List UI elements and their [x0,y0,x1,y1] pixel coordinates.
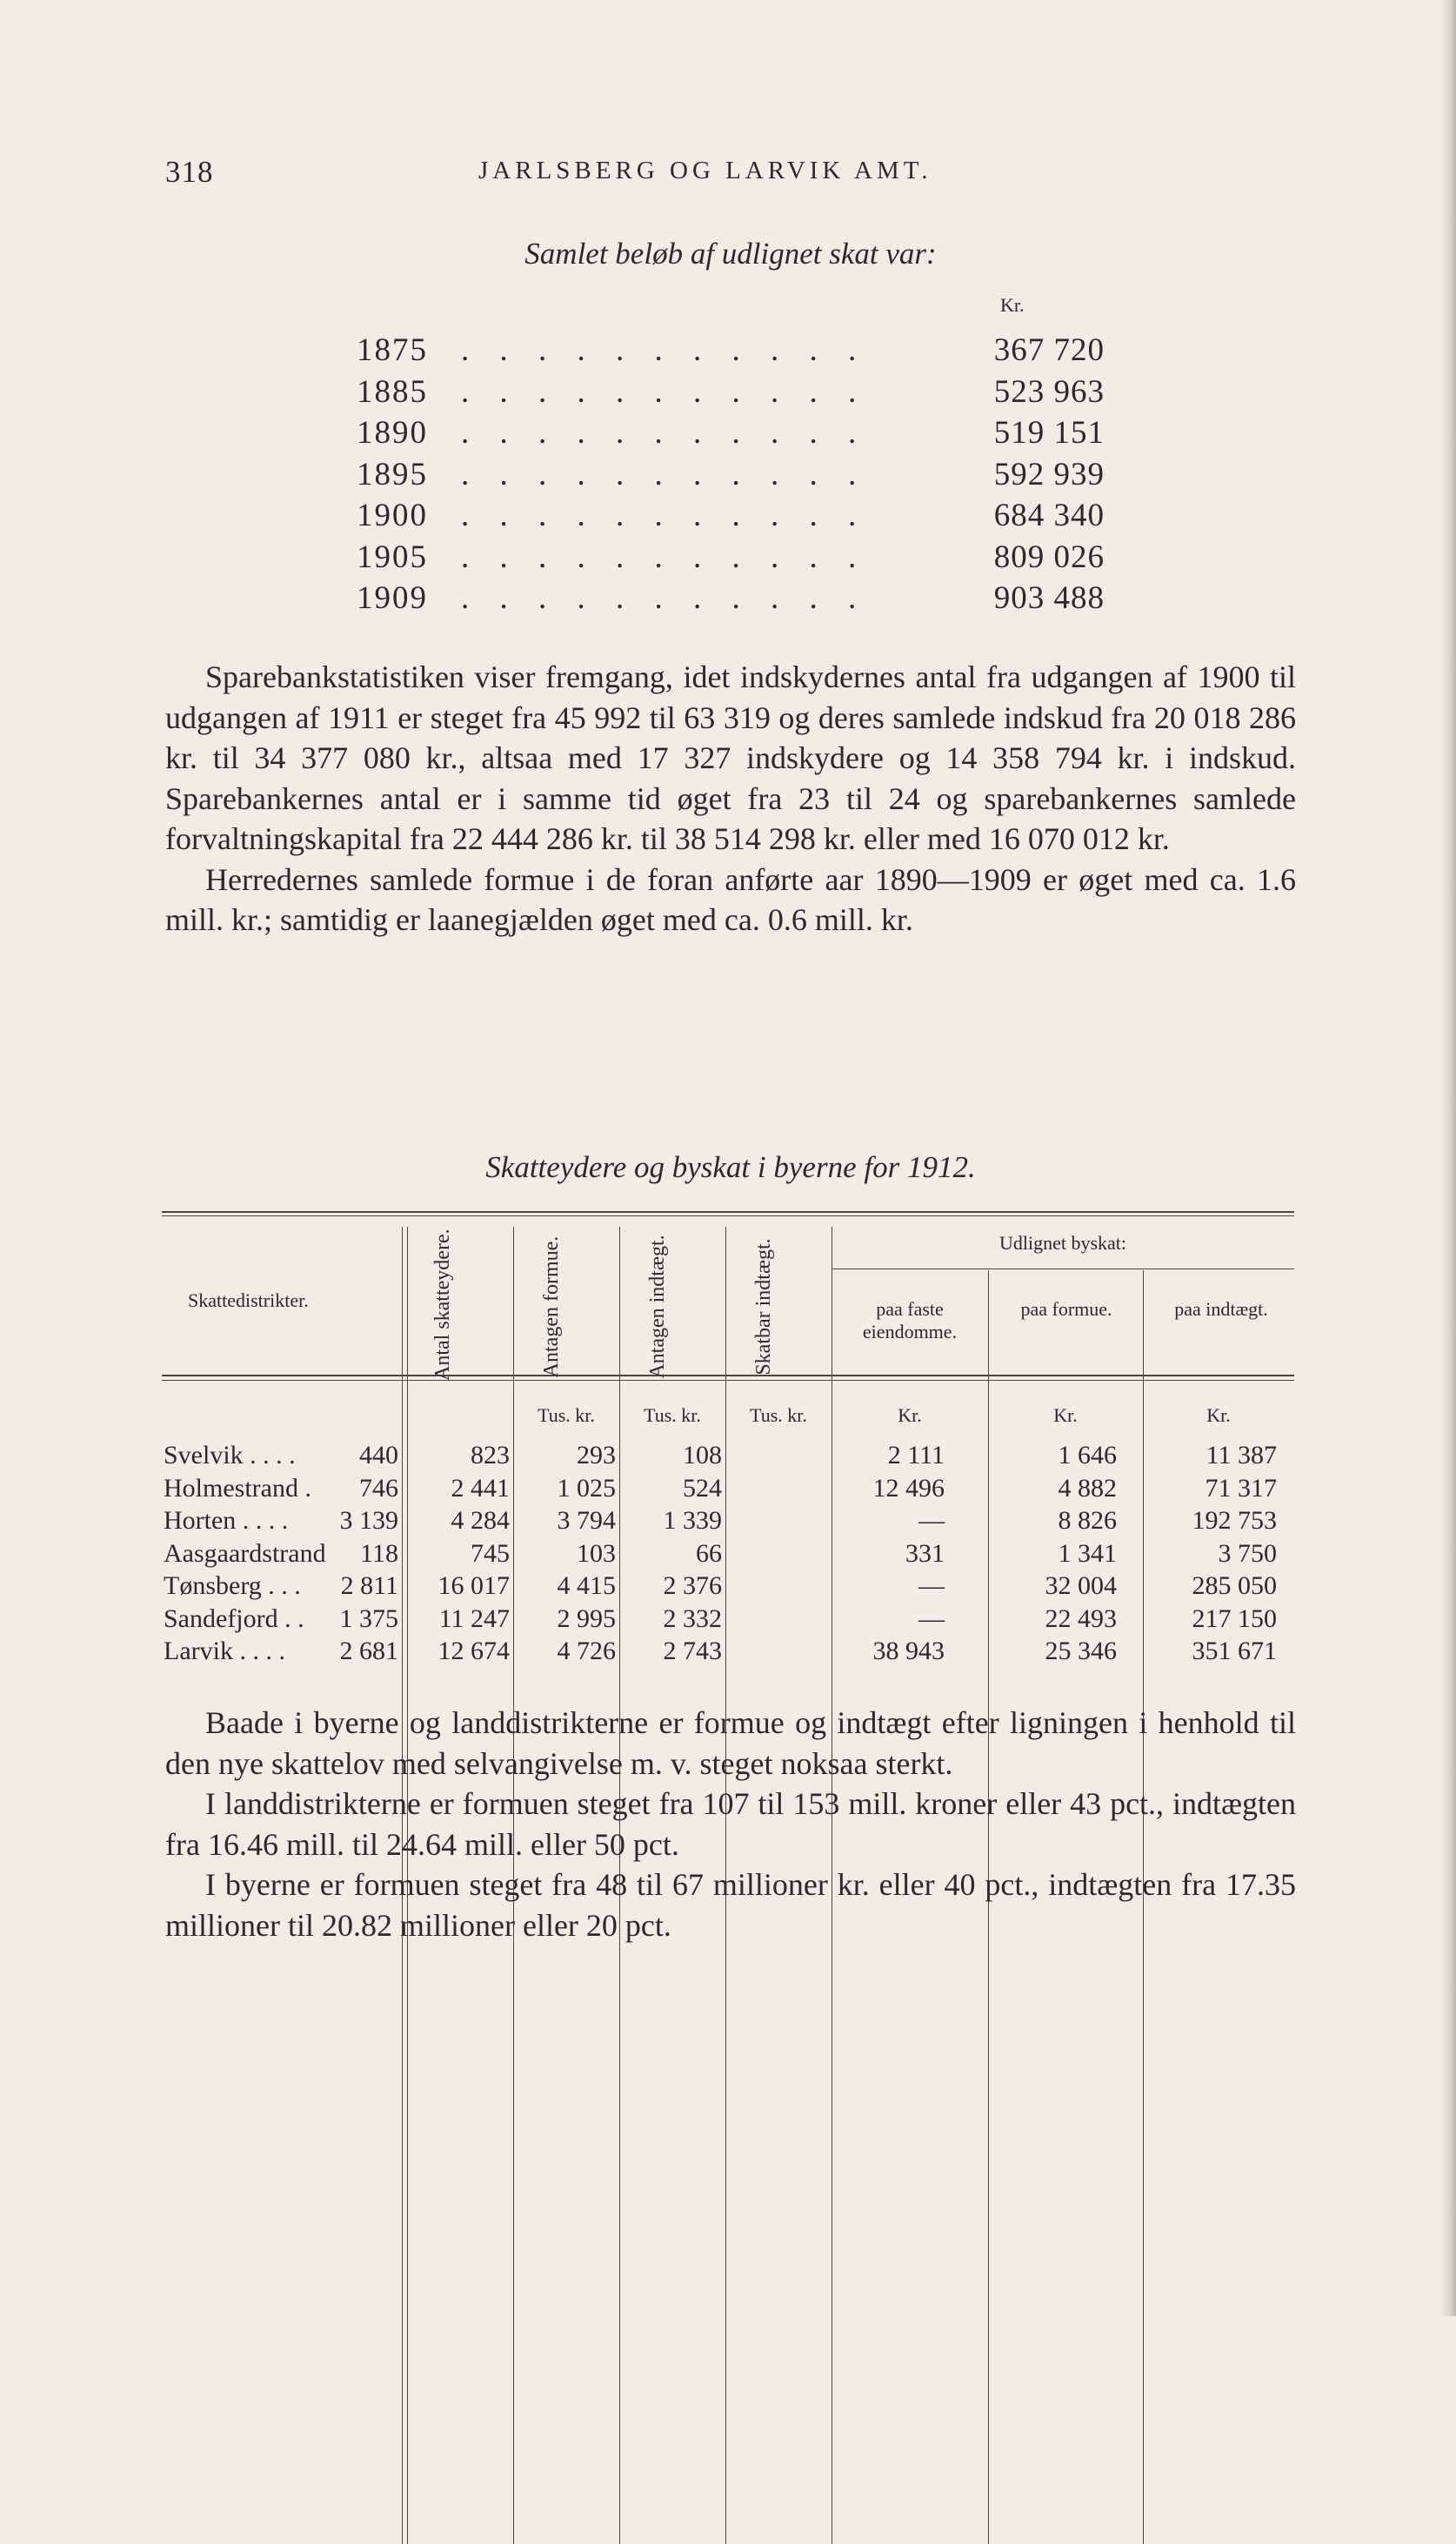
tax-amount: 523 963 [993,373,1105,410]
cell-wealth: 12 674 [437,1637,510,1665]
tax-amount: 367 720 [993,332,1105,368]
cell-taxpayers: 440 [359,1441,398,1469]
table-row [162,1539,1294,1572]
district-name: Aasgaardstrand [164,1538,326,1568]
cell-taxable: 1 339 [663,1506,722,1535]
th-on-wealth: paa formue. [1020,1298,1112,1320]
unit-income: Tus. kr. [644,1404,701,1426]
leader-dots: . . . . . . . . . . . [461,498,868,533]
leader-dots: . . . . . . . . . . . [461,373,868,410]
table-row [162,1441,1294,1474]
cell-taxable: 524 [683,1473,722,1503]
district-name: Sandefjord . . [164,1603,304,1633]
table-row [162,1506,1294,1539]
cell-income: 1 025 [557,1473,616,1503]
district-name: Larvik . . . . [164,1637,285,1665]
cell-taxable: 66 [696,1538,722,1568]
th-district: Skattedistrikter. [188,1289,309,1311]
th-assumed-wealth: Antagen formue. [540,1235,563,1378]
cell-income: 103 [577,1538,616,1568]
cell-wealth: 823 [471,1441,510,1469]
leader-dots: . . . . . . . . . . . [461,332,868,368]
th-group: Udlignet byskat: [998,1232,1127,1254]
district-name: Holmestrand . [164,1473,311,1503]
paragraph: I landdistrikterne er formuen steget fra 107 til 153 mill. kroner eller 43 pct., indtægten fra 16.46 mill. til 24.64 mill. eller 50 pct. [165,1786,1296,1862]
th-taxable-income: Skatbar indtægt. [752,1238,775,1376]
tax-summary-row [357,579,1105,619]
cell-on-wealth: 4 882 [1058,1473,1117,1503]
tax-summary-row [357,539,1105,579]
tax-year: 1885 [357,373,428,410]
th-on-property: paa faste eiendomme. [862,1298,958,1342]
table-row [162,1604,1294,1637]
cell-on-income: 285 050 [1192,1571,1277,1600]
tax-summary-row [357,414,1105,454]
cell-property: — [918,1506,945,1535]
tax-summary-row [357,456,1105,496]
cell-on-income: 351 671 [1192,1637,1277,1665]
cell-taxable: 108 [683,1441,722,1469]
tax-amount: 519 151 [993,415,1105,451]
cell-taxable: 2 743 [663,1637,722,1665]
tax-year: 1909 [357,580,428,616]
cell-property: 2 111 [887,1441,945,1469]
district-name: Tønsberg . . . [164,1571,301,1600]
tax-summary-row [357,331,1105,372]
page-header [165,155,1296,207]
th-assumed-income: Antagen indtægt. [646,1235,669,1379]
cell-wealth: 2 441 [451,1473,510,1503]
district-name: Svelvik . . . . [164,1441,296,1469]
tax-summary-row [357,497,1105,537]
cell-income: 3 794 [557,1506,616,1535]
wealth-income-text [165,1703,1296,1945]
cell-on-wealth: 32 004 [1045,1571,1117,1600]
cell-on-wealth: 25 346 [1045,1637,1117,1665]
cell-property: 331 [905,1538,945,1568]
cell-income: 2 995 [557,1603,616,1633]
cell-on-income: 11 387 [1206,1441,1277,1469]
district-name: Horten . . . . [164,1506,289,1535]
tax-amount: 809 026 [993,539,1105,575]
table-header-rule-2 [162,1380,1294,1381]
cell-taxpayers: 2 681 [339,1637,398,1665]
leader-dots: . . . . . . . . . . . [461,580,868,616]
cell-wealth: 745 [471,1538,510,1568]
th-on-income: paa indtægt. [1174,1298,1268,1320]
tax-summary-unit: Kr. [1000,294,1025,316]
cell-on-income: 217 150 [1192,1603,1277,1633]
cell-taxable: 2 376 [663,1571,722,1600]
tax-year: 1900 [357,498,428,533]
unit-wealth: Tus. kr. [538,1404,595,1426]
table-row [162,1637,1294,1670]
cell-property: — [918,1603,945,1633]
cell-property: 38 943 [872,1637,945,1665]
city-table-title: Skatteydere og byskat i byerne for 1912. [485,1150,976,1184]
cell-property: — [918,1571,945,1600]
tax-summary-row [357,373,1105,413]
tax-summary-title: Samlet beløb af udlignet skat var: [524,237,937,271]
cell-taxpayers: 2 811 [340,1571,398,1600]
cell-on-wealth: 22 493 [1045,1603,1117,1633]
unit-property: Kr. [898,1404,922,1426]
cell-taxable: 2 332 [663,1603,722,1633]
cell-property: 12 496 [872,1473,945,1503]
paragraph: Baade i byerne og landdistrikterne er formue og indtægt efter ligningen i henhold til den nye skattelov med selvangivelse m. v. steget noksaa sterkt. [165,1705,1296,1781]
cell-taxpayers: 3 139 [339,1506,398,1535]
cell-wealth: 16 017 [437,1571,510,1600]
paragraph: Herredernes samlede formue i de foran anførte aar 1890—1909 er øget med ca. 1.6 mill. kr.; samtidig er laanegjælden øget med ca. 0.6 mill. kr. [165,861,1296,937]
cell-income: 293 [577,1441,616,1469]
cell-income: 4 726 [557,1637,616,1665]
cell-income: 4 415 [557,1571,616,1600]
page-edge-shadow [1440,0,1456,2316]
table-top-rule-2 [162,1215,1294,1216]
paragraph: I byerne er formuen steget fra 48 til 67 millioner kr. eller 40 pct., indtægten fra 17.35 millioner til 20.82 millioner eller 20 pct. [165,1867,1296,1943]
cell-taxpayers: 1 375 [339,1603,398,1633]
table-row [162,1474,1294,1507]
th-taxpayers: Antal skatteydere. [431,1228,454,1381]
leader-dots: . . . . . . . . . . . [461,539,868,575]
cell-on-wealth: 8 826 [1058,1506,1117,1535]
cell-on-income: 3 750 [1218,1538,1277,1568]
table-header-rule [162,1375,1294,1376]
tax-year: 1895 [357,456,428,492]
tax-year: 1875 [357,332,428,368]
tax-amount: 684 340 [993,498,1105,533]
savings-bank-text [165,657,1296,941]
paragraph: Sparebankstatistiken viser fremgang, idet indskydernes antal fra udgangen af 1900 til udgangen af 1911 er steget fra 45 992 til 63 319 og deres samlede indskud fra 20 018 286 kr. til 34 377 080 kr., altsaa med 17 327 indskydere og 14 358 794 kr. i indskud. Sparebankernes antal er i samme tid øget fra 23 til 24 og sparebankernes samlede forvaltningskapital fra 22 444 286 kr. til 38 514 298 kr. eller med 16 070 012 kr. [165,659,1296,856]
table-row [162,1571,1294,1604]
cell-on-wealth: 1 341 [1058,1538,1117,1568]
tax-amount: 903 488 [993,580,1105,616]
running-head: JARLSBERG OG LARVIK AMT. [478,157,932,184]
unit-taxable: Tus. kr. [750,1404,807,1426]
cell-taxpayers: 746 [359,1473,398,1503]
cell-wealth: 4 284 [451,1506,510,1535]
unit-on-wealth: Kr. [1053,1404,1078,1426]
cell-on-income: 192 753 [1192,1506,1277,1535]
leader-dots: . . . . . . . . . . . [461,415,868,451]
leader-dots: . . . . . . . . . . . [461,456,868,492]
cell-on-income: 71 317 [1205,1473,1277,1503]
tax-amount: 592 939 [993,456,1105,492]
table-top-rule [162,1211,1294,1213]
cell-on-wealth: 1 646 [1058,1441,1117,1469]
tax-year: 1890 [357,415,428,451]
cell-wealth: 11 247 [438,1603,510,1633]
page-number: 318 [165,155,214,189]
tax-year: 1905 [357,539,428,575]
cell-taxpayers: 118 [360,1538,398,1568]
unit-on-income: Kr. [1206,1404,1231,1426]
